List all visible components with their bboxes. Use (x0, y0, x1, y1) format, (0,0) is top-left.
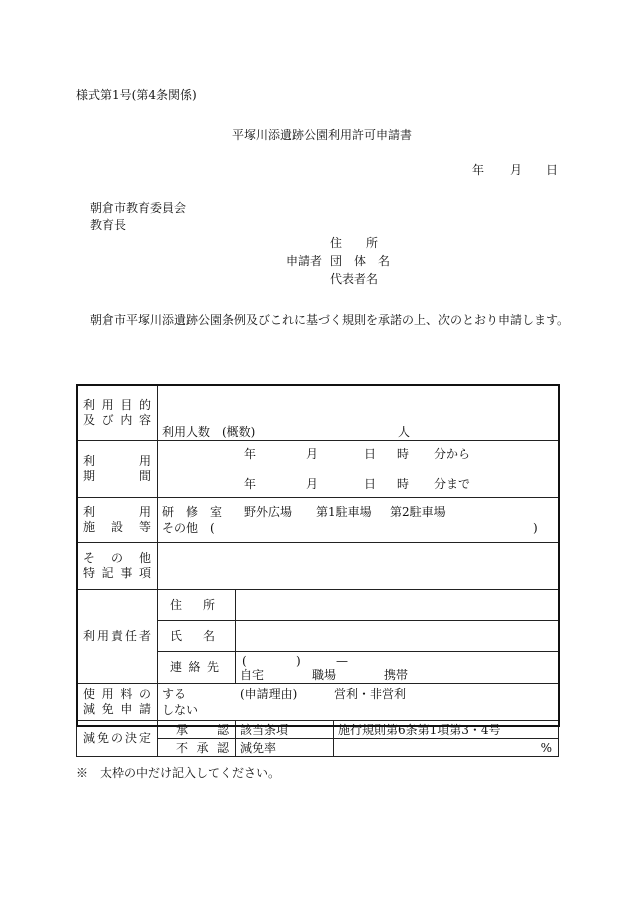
period-end-hour: 時 (397, 477, 410, 491)
fee-apply[interactable]: する (162, 687, 187, 701)
footer-note: ※ 太枠の中だけ記入してください。 (76, 766, 281, 780)
fee-reduction-label: 使 用 料 の 減 免 申 請 (77, 684, 158, 721)
fee-reason-label: (申請理由) (240, 687, 298, 701)
period-start-minute: 分から (434, 447, 471, 461)
purpose-label: 利 用 目 的 及 び 内 容 (77, 385, 158, 441)
facility-other-label: その他 ( (162, 521, 215, 535)
row-fee-reduction (77, 684, 559, 721)
facility-outdoor-plaza[interactable]: 野外広場 (244, 505, 293, 519)
fee-reduction-field[interactable] (158, 684, 559, 721)
application-form-table (76, 384, 559, 757)
responsible-name-label: 氏 名 (158, 621, 236, 652)
decision-not-approved[interactable]: 不 承 認 (158, 739, 236, 757)
contact-home[interactable]: 自宅 (240, 668, 265, 682)
period-start-hour: 時 (397, 447, 410, 461)
addressee-superintendent: 教育長 (90, 218, 127, 232)
decision-label: 減 免 の 決 定 (77, 721, 158, 757)
rate-label-cell (236, 739, 334, 757)
applicant-address-label: 住 所 (330, 236, 379, 250)
usage-count-label: 利用人数 (概数) (162, 425, 256, 439)
fee-reason-options[interactable]: 営利・非営利 (334, 687, 407, 701)
period-label: 利 用 期 間 (77, 441, 158, 498)
responsible-address-field[interactable] (236, 590, 559, 621)
rate-label: 減免率 (240, 741, 277, 755)
phone-close-paren: ) (296, 654, 301, 668)
document-title: 平塚川添遺跡公園利用許可申請書 (232, 128, 413, 142)
rate-value-cell[interactable] (334, 739, 559, 757)
clause-value: 施行規則第6条第1項第3・4号 (338, 723, 501, 737)
contact-mobile[interactable]: 携帯 (384, 668, 409, 682)
notes-field[interactable] (158, 543, 559, 590)
contact-work[interactable]: 職場 (312, 668, 337, 682)
form-number: 様式第1号(第4条関係) (76, 88, 197, 102)
phone-open-paren: ( (242, 654, 247, 668)
period-end-day: 日 (364, 477, 377, 491)
addressee-board: 朝倉市教育委員会 (90, 201, 187, 215)
clause-label: 該当条項 (240, 723, 289, 737)
period-end-year: 年 (244, 477, 257, 491)
period-field[interactable] (158, 441, 559, 498)
applicant-representative-label: 代表者名 (330, 272, 379, 286)
row-purpose (77, 385, 559, 441)
period-start-day: 日 (364, 447, 377, 461)
date-day: 日 (546, 163, 559, 177)
period-start-year: 年 (244, 447, 257, 461)
period-end-minute: 分まで (434, 477, 471, 491)
notes-label: そ の 他 特 記 事 項 (77, 543, 158, 590)
facility-parking-1[interactable]: 第1駐車場 (316, 505, 372, 519)
row-decision-1 (77, 721, 559, 739)
row-facilities (77, 498, 559, 543)
rate-unit: % (540, 741, 552, 755)
applicant-group-label: 団 体 名 (330, 254, 391, 268)
row-period (77, 441, 559, 498)
fee-not-apply[interactable]: しない (162, 703, 199, 717)
facility-training-room[interactable]: 研 修 室 (162, 505, 223, 519)
period-start-month: 月 (306, 447, 319, 461)
purpose-field[interactable] (158, 385, 559, 441)
clause-label-cell (236, 721, 334, 739)
clause-value-cell (334, 721, 559, 739)
facilities-field[interactable] (158, 498, 559, 543)
date-year: 年 (472, 163, 485, 177)
facilities-label: 利 用 施 設 等 (77, 498, 158, 543)
decision-approved[interactable]: 承 認 (158, 721, 236, 739)
responsible-contact-label: 連 絡 先 (158, 652, 236, 684)
responsible-label: 利 用 責 任 者 (77, 590, 158, 684)
row-responsible-address (77, 590, 559, 621)
period-end-month: 月 (306, 477, 319, 491)
usage-count-unit: 人 (398, 425, 411, 439)
application-statement: 朝倉市平塚川添遺跡公園条例及びこれに基づく規則を承諾の上、次のとおり申請します。 (90, 313, 570, 327)
responsible-contact-field[interactable] (236, 652, 559, 684)
phone-dash: — (336, 654, 348, 668)
facility-parking-2[interactable]: 第2駐車場 (390, 505, 446, 519)
applicant-label: 申請者 (286, 254, 323, 268)
responsible-name-field[interactable] (236, 621, 559, 652)
facility-other-close: ) (533, 521, 538, 535)
responsible-address-label: 住 所 (158, 590, 236, 621)
date-month: 月 (510, 163, 523, 177)
row-notes (77, 543, 559, 590)
